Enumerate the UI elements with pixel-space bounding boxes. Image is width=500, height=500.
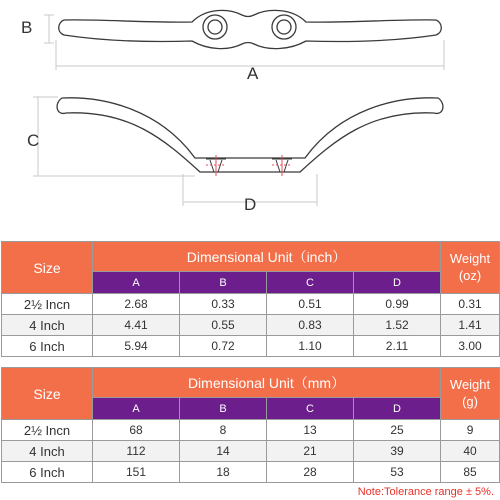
value-d: 0.99: [354, 294, 441, 315]
size-cell: 4 Inch: [2, 315, 93, 336]
table-row: [2, 462, 500, 483]
value-d: 39: [354, 441, 441, 462]
value-weight: 1.41: [441, 315, 500, 336]
value-c: 0.51: [267, 294, 354, 315]
value-c: 13: [267, 420, 354, 441]
tolerance-note: Note:Tolerance range ± 5%.: [357, 486, 494, 498]
value-c: 28: [267, 462, 354, 483]
weight-header-label: Weight: [449, 377, 491, 393]
value-a: 151: [93, 462, 180, 483]
weight-header-unit: (g): [462, 393, 478, 409]
size-cell: 6 Inch: [2, 336, 93, 357]
cleat-top-view: [59, 10, 442, 48]
value-c: 0.83: [267, 315, 354, 336]
column-header-c: C: [267, 398, 354, 420]
weight-header-label: Weight: [449, 251, 491, 267]
size-cell: 2½ Incn: [2, 420, 93, 441]
value-weight: 0.31: [441, 294, 500, 315]
size-cell: 4 Inch: [2, 441, 93, 462]
value-d: 53: [354, 462, 441, 483]
cleat-side-view: [57, 98, 443, 172]
column-header-d: D: [354, 272, 441, 294]
dimensional-unit-header: Dimensional Unit（inch）: [93, 242, 441, 272]
value-b: 0.72: [180, 336, 267, 357]
column-header-d: D: [354, 398, 441, 420]
value-b: 0.33: [180, 294, 267, 315]
weight-header: [441, 242, 500, 294]
table-row: [2, 441, 500, 462]
column-header-b: B: [180, 272, 267, 294]
value-a: 2.68: [93, 294, 180, 315]
dimension-label-c: C: [27, 131, 40, 150]
size-cell: 2½ Incn: [2, 294, 93, 315]
value-d: 25: [354, 420, 441, 441]
column-header-c: C: [267, 272, 354, 294]
table-row: [2, 294, 500, 315]
mm-dimension-table: [1, 367, 500, 483]
value-a: 4.41: [93, 315, 180, 336]
value-d: 2.11: [354, 336, 441, 357]
dimension-label-d: D: [244, 195, 257, 214]
cleat-dimension-diagram: [0, 0, 500, 230]
inch-dimension-table: [1, 241, 500, 357]
dimension-label-b: B: [21, 18, 33, 37]
value-c: 1.10: [267, 336, 354, 357]
dimensional-unit-header: Dimensional Unit（mm）: [93, 368, 441, 398]
value-a: 5.94: [93, 336, 180, 357]
column-header-b: B: [180, 398, 267, 420]
column-header-a: A: [93, 272, 180, 294]
size-header: Size: [2, 368, 93, 420]
value-b: 8: [180, 420, 267, 441]
value-weight: 40: [441, 441, 500, 462]
size-header: Size: [2, 242, 93, 294]
weight-header-unit: (oz): [458, 267, 482, 283]
value-a: 112: [93, 441, 180, 462]
value-weight: 85: [441, 462, 500, 483]
value-b: 18: [180, 462, 267, 483]
value-b: 0.55: [180, 315, 267, 336]
value-c: 21: [267, 441, 354, 462]
value-weight: 3.00: [441, 336, 500, 357]
weight-header: [441, 368, 500, 420]
value-d: 1.52: [354, 315, 441, 336]
table-row: [2, 315, 500, 336]
value-b: 14: [180, 441, 267, 462]
value-a: 68: [93, 420, 180, 441]
dimension-label-a: A: [247, 64, 259, 83]
value-weight: 9: [441, 420, 500, 441]
size-cell: 6 Inch: [2, 462, 93, 483]
table-row: [2, 420, 500, 441]
table-row: [2, 336, 500, 357]
column-header-a: A: [93, 398, 180, 420]
